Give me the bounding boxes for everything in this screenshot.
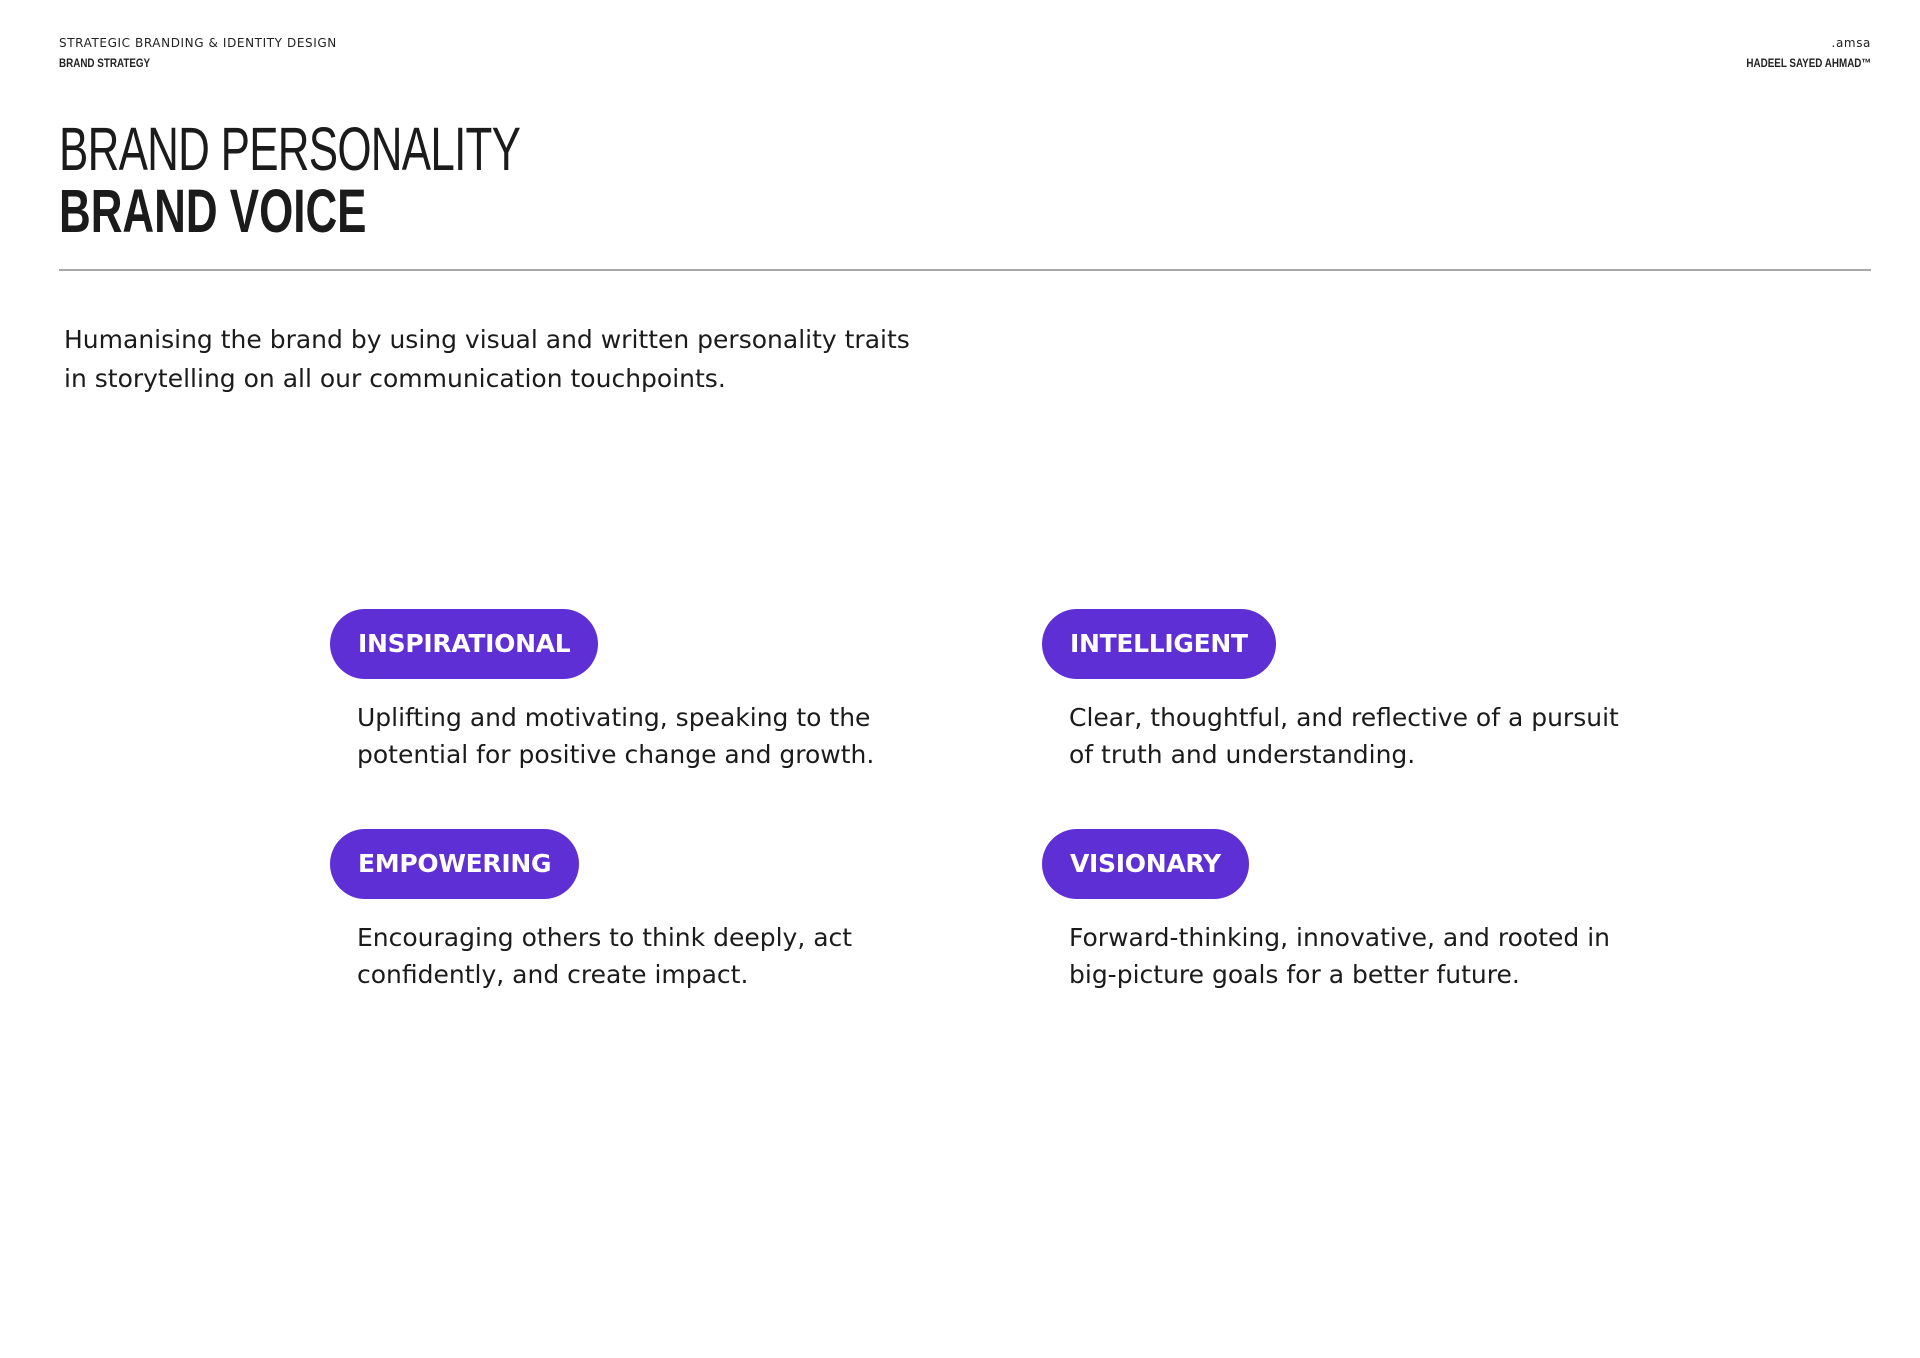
trait-label-pill: INTELLIGENT <box>1042 609 1276 679</box>
document-category: STRATEGIC BRANDING & IDENTITY DESIGN <box>59 36 337 50</box>
author-name: HADEEL SAYED AHMAD™ <box>1746 56 1871 70</box>
trait-label-pill: INSPIRATIONAL <box>330 609 598 679</box>
trait-label-pill: EMPOWERING <box>330 829 579 899</box>
trait-card-intelligent <box>1042 609 1629 773</box>
title-divider <box>59 269 1871 271</box>
trait-label-pill: VISIONARY <box>1042 829 1249 899</box>
trait-description: Forward-thinking, innovative, and rooted in big-picture goals for a better future. <box>1069 923 1610 989</box>
trait-description: Encouraging others to think deeply, act confidently, and create impact. <box>357 923 853 989</box>
header-right <box>1719 35 1871 72</box>
trait-card-visionary <box>1042 829 1629 993</box>
brand-mark: .amsa <box>1831 36 1871 50</box>
page-title-line-1: BRAND PERSONALITY <box>59 115 521 183</box>
trait-description: Clear, thoughtful, and reflective of a pursuit of truth and understanding. <box>1069 703 1619 769</box>
trait-card-inspirational <box>330 609 917 773</box>
intro-paragraph: Humanising the brand by using visual and written personality traits in storytelling on all our communication touchpoints. <box>64 325 910 393</box>
trait-card-empowering <box>330 829 917 993</box>
page-title-line-2: BRAND VOICE <box>59 177 367 245</box>
trait-description: Uplifting and motivating, speaking to the potential for positive change and growth. <box>357 703 875 769</box>
page-title <box>59 115 700 245</box>
document-section: BRAND STRATEGY <box>59 56 151 70</box>
header-left <box>59 35 337 72</box>
